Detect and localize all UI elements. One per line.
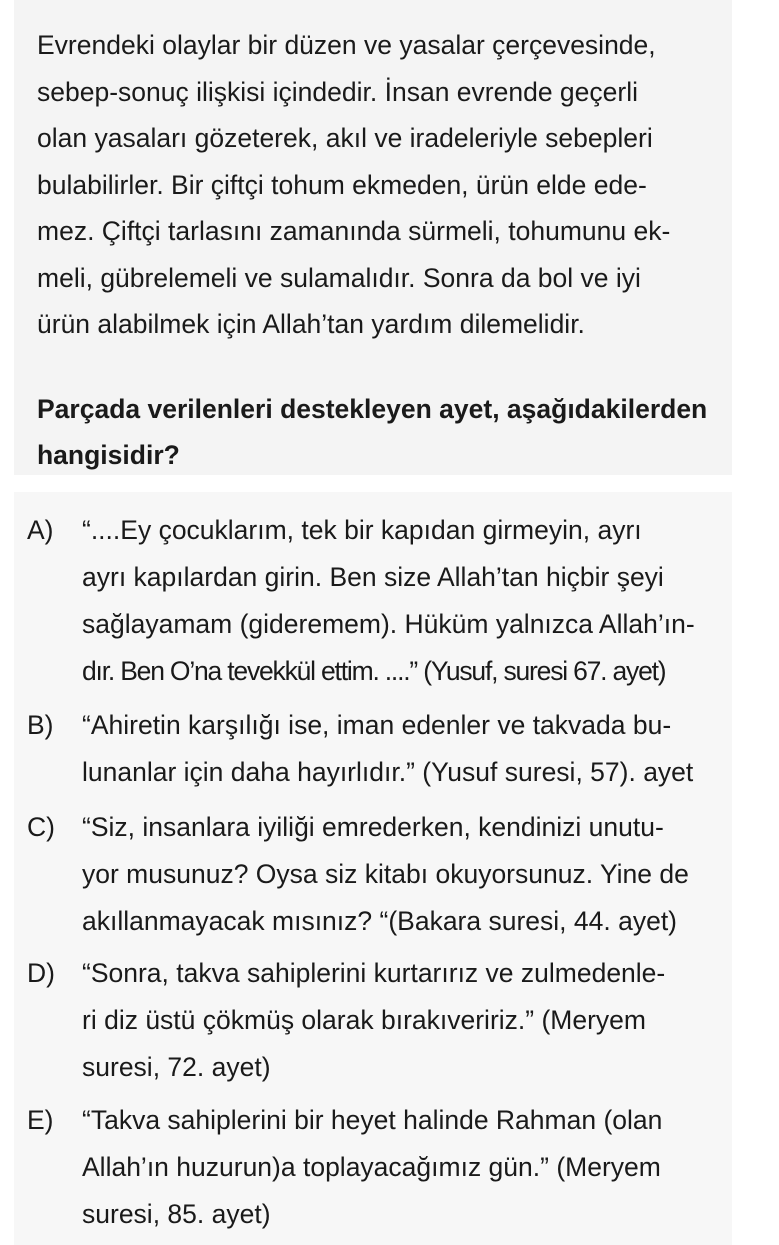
option-line: akıllanmayacak mısınız? “(Bakara suresi, 44. ayet) [82, 906, 678, 936]
passage-line: ürün alabilmek için Allah’tan yardım dilemelidir. [37, 309, 585, 339]
question-line: Parçada verilenleri destekleyen ayet, aşağıdakilerden [37, 394, 708, 424]
option-line: yor musunuz? Oysa siz kitabı okuyorsunuz. Yine de [82, 859, 689, 889]
option-line: “Ahiretin karşılığı ise, iman edenler ve takvada bu- [82, 710, 672, 740]
passage-text [37, 22, 717, 348]
option-text [82, 804, 722, 945]
option-line: lunanlar için daha hayırlıdır.” (Yusuf suresi, 57). ayet [82, 757, 694, 787]
option-letter: B) [27, 710, 54, 740]
option-text [82, 702, 722, 796]
option-line: suresi, 72. ayet) [82, 1052, 271, 1082]
passage-line: mez. Çiftçi tarlasını zamanında sürmeli, tohumunu ek- [37, 216, 671, 246]
option-letter: E) [27, 1105, 54, 1135]
option-line: sağlayamam (gideremem). Hüküm yalnızca Allah’ın- [82, 609, 695, 639]
passage-line: bulabilirler. Bir çiftçi tohum ekmeden, ürün elde ede- [37, 169, 647, 200]
option-line: dır. Ben O’na tevekkül ettim. ....” (Yusuf, suresi 67. ayet) [82, 656, 666, 686]
option-line: ri diz üstü çökmüş olarak bırakıveririz.” (Meryem [82, 1005, 646, 1035]
option-text [82, 507, 722, 695]
option-line: “Takva sahiplerini bir heyet halinde Rahman (olan [82, 1105, 663, 1135]
option-line: “....Ey çocuklarım, tek bir kapıdan girmeyin, ayrı [82, 515, 642, 545]
option-line: ayrı kapılardan girin. Ben size Allah’tan hiçbir şeyi [82, 562, 664, 592]
passage-line: sebep-sonuç ilişkisi içindedir. İnsan evrende geçerli [37, 76, 638, 107]
option-line: “Siz, insanlara iyiliği emrederken, kendinizi unutu- [82, 812, 664, 842]
option-text [82, 950, 722, 1091]
option-text [82, 1097, 722, 1238]
question-stem [37, 386, 727, 478]
passage-line: Evrendeki olaylar bir düzen ve yasalar çerçevesinde, [37, 30, 656, 60]
option-letter: C) [27, 812, 55, 842]
question-line: hangisidir? [37, 440, 180, 470]
passage-line: olan yasaları gözeterek, akıl ve iradeleriyle sebepleri [37, 123, 653, 153]
passage-line: meli, gübrelemeli ve sulamalıdır. Sonra da bol ve iyi [37, 262, 641, 293]
option-line: Allah’ın huzurun)a toplayacağımız gün.” (Meryem [82, 1152, 661, 1182]
option-line: suresi, 85. ayet) [82, 1199, 271, 1229]
option-letter: D) [27, 958, 55, 988]
option-line: “Sonra, takva sahiplerini kurtarırız ve zulmedenle- [82, 958, 666, 988]
option-letter: A) [27, 515, 54, 545]
